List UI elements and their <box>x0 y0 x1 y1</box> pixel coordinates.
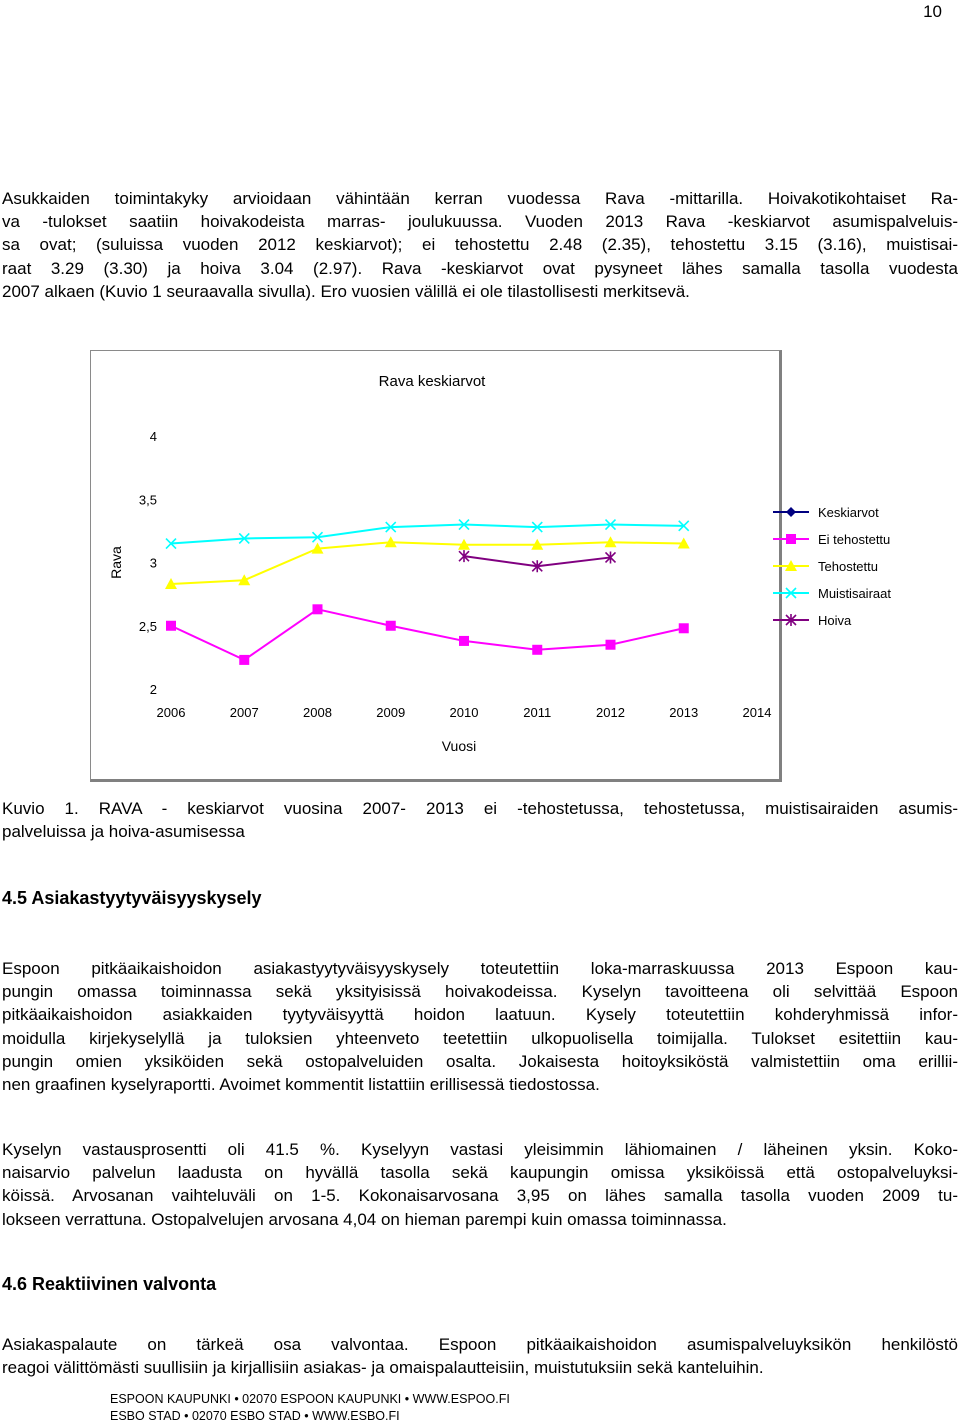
x-tick-label: 2007 <box>229 705 259 720</box>
paragraph-line: Asiakaspalaute on tärkeä osa valvontaa. Espoon pitkäaikaishoidon asumispalveluyksikön henkilöstö <box>2 1335 958 1354</box>
chart-title: Rava keskiarvot <box>378 373 486 390</box>
paragraph-line: Kyselyn vastausprosentti oli 41.5 %. Kyselyyn vastasi yleisimmin lähiomainen / läheinen yksin. Koko- <box>2 1140 958 1159</box>
paragraph-line: raat 3.29 (3.30) ja hoiva 3.04 (2.97). Rava -keskiarvot ovat pysyneet lähes samalla tasolla vuodesta <box>2 258 958 278</box>
caption-line: palveluissa ja hoiva-asumisessa <box>2 822 245 842</box>
paragraph-line: reagoi välittömästi suullisiin ja kirjallisiin asiakas- ja omaispalautteisiin, muistutuksiin sekä kanteluihin. <box>2 1358 764 1378</box>
x-axis-label: Vuosi <box>441 738 477 754</box>
legend-label: Muistisairaat <box>818 586 891 601</box>
paragraph-line: sa ovat; (suluissa vuoden 2012 keskiarvot); ei tehostettu 2.48 (2.35), tehostettu 3.15 (3.16), muistisai- <box>2 235 958 255</box>
paragraph-line: va -tulokset saatiin hoivakodeista marras- joulukuussa. Vuoden 2013 Rava -keskiarvot asumispalveluis- <box>2 212 958 232</box>
paragraph-line: pungin omassa toiminnassa sekä yksityisissä hoivakodeissa. Kyselyn tavoitteena oli selvittää Espoon <box>2 982 958 1002</box>
legend-label: Ei tehostettu <box>818 532 891 547</box>
x-tick-label: 2011 <box>523 705 552 720</box>
x-tick-label: 2010 <box>449 705 479 720</box>
paragraph-line: 2007 alkaen (Kuvio 1 seuraavalla sivulla). Ero vuosien välillä ei ole tilastollisesti merkitsevä. <box>2 281 690 301</box>
paragraph-line: pungin omien yksiköiden sekä ostopalveluiden osalta. Jokaisesta hoitoyksiköstä valmistettiin oma erillii- <box>2 1051 958 1071</box>
paragraph-line: pitkäaikaishoidon asiakkaiden tyytyväisyyttä hoidon laatuun. Kysely toteutettiin kohderyhmissä infor- <box>2 1005 958 1025</box>
data-point-ei-tehostettu <box>166 621 176 631</box>
caption-line: Kuvio 1. RAVA - keskiarvot vuosina 2007- 2013 ei -tehostetussa, tehostetussa, muistisairaiden asumis- <box>2 799 958 818</box>
paragraph-line: lokseen verrattuna. Ostopalvelujen arvosana 4,04 on hieman parempi kuin omassa toiminnassa. <box>2 1209 727 1229</box>
data-point-ei-tehostettu <box>679 623 689 633</box>
data-point-ei-tehostettu <box>459 636 469 646</box>
y-tick-label: 2,5 <box>138 618 157 634</box>
x-tick-label: 2009 <box>376 705 406 720</box>
data-point-ei-tehostettu <box>313 604 323 614</box>
page-number: 10 <box>923 2 942 21</box>
x-tick-label: 2008 <box>303 705 332 720</box>
data-point-ei-tehostettu <box>386 621 396 631</box>
y-tick-label: 3,5 <box>138 492 157 508</box>
y-tick-label: 4 <box>149 429 157 444</box>
section-heading-4-5: 4.5 Asiakastyytyväisyyskysely <box>2 888 262 908</box>
x-tick-label: 2006 <box>156 705 186 720</box>
y-axis-label: Rava <box>108 546 124 579</box>
legend-label: Tehostettu <box>818 559 878 574</box>
intro-paragraph <box>2 187 958 303</box>
data-point-ei-tehostettu <box>239 655 249 665</box>
paragraph-line: naisarvio palvelun laadusta on hyvällä tasolla sekä kaupungin omissa yksiköissä että ostopalveluyksi- <box>2 1163 958 1183</box>
y-tick-label: 2 <box>149 682 157 697</box>
paragraph-line: Espoon pitkäaikaishoidon asiakastyytyväisyyskysely toteutettiin loka-marraskuussa 2013 Espoon kau- <box>2 959 958 978</box>
figure-caption <box>2 797 958 843</box>
legend-label: Keskiarvot <box>818 505 879 520</box>
paragraph-line: moidulla kirjekyselyllä ja tuloksien yhteenveto teetettiin ulkopuolisella toimijalla. Tulokset esitettiin kau- <box>2 1028 958 1048</box>
survey-paragraph <box>2 957 958 1096</box>
footer-line-finnish: ESPOON KAUPUNKI • 02070 ESPOON KAUPUNKI • WWW.ESPOO.FI <box>110 1392 510 1406</box>
survey-results-paragraph <box>2 1138 958 1231</box>
paragraph-line: Asukkaiden toimintakyky arvioidaan vähintään kerran vuodessa Rava -mittarilla. Hoivakotikohtaiset Ra- <box>2 189 958 208</box>
section-heading-4-6: 4.6 Reaktiivinen valvonta <box>2 1274 217 1294</box>
legend-label: Hoiva <box>818 613 852 628</box>
paragraph-line: köissä. Arvosanan vaihteluväli on 1-5. Kokonaisarvosana 3,95 on lähes samalla tasolla vuoden 2009 tu- <box>2 1186 958 1206</box>
y-tick-label: 3 <box>149 555 157 571</box>
data-point-ei-tehostettu <box>532 645 542 655</box>
legend-marker <box>786 507 796 517</box>
plot-area <box>171 436 757 689</box>
paragraph-line: nen graafinen kyselyraportti. Avoimet kommentit listattiin erillisessä tiedostossa. <box>2 1075 600 1095</box>
legend <box>773 505 891 628</box>
legend-marker <box>786 534 796 544</box>
x-tick-label: 2012 <box>596 705 625 720</box>
data-point-ei-tehostettu <box>606 640 616 650</box>
rava-chart-frame <box>90 350 891 782</box>
x-tick-label: 2013 <box>669 705 699 720</box>
reactive-supervision-paragraph <box>2 1333 958 1379</box>
rava-line-chart <box>91 351 891 779</box>
footer-line-swedish: ESBO STAD • 02070 ESBO STAD • WWW.ESBO.FI <box>110 1409 400 1423</box>
x-tick-label: 2014 <box>742 705 772 720</box>
